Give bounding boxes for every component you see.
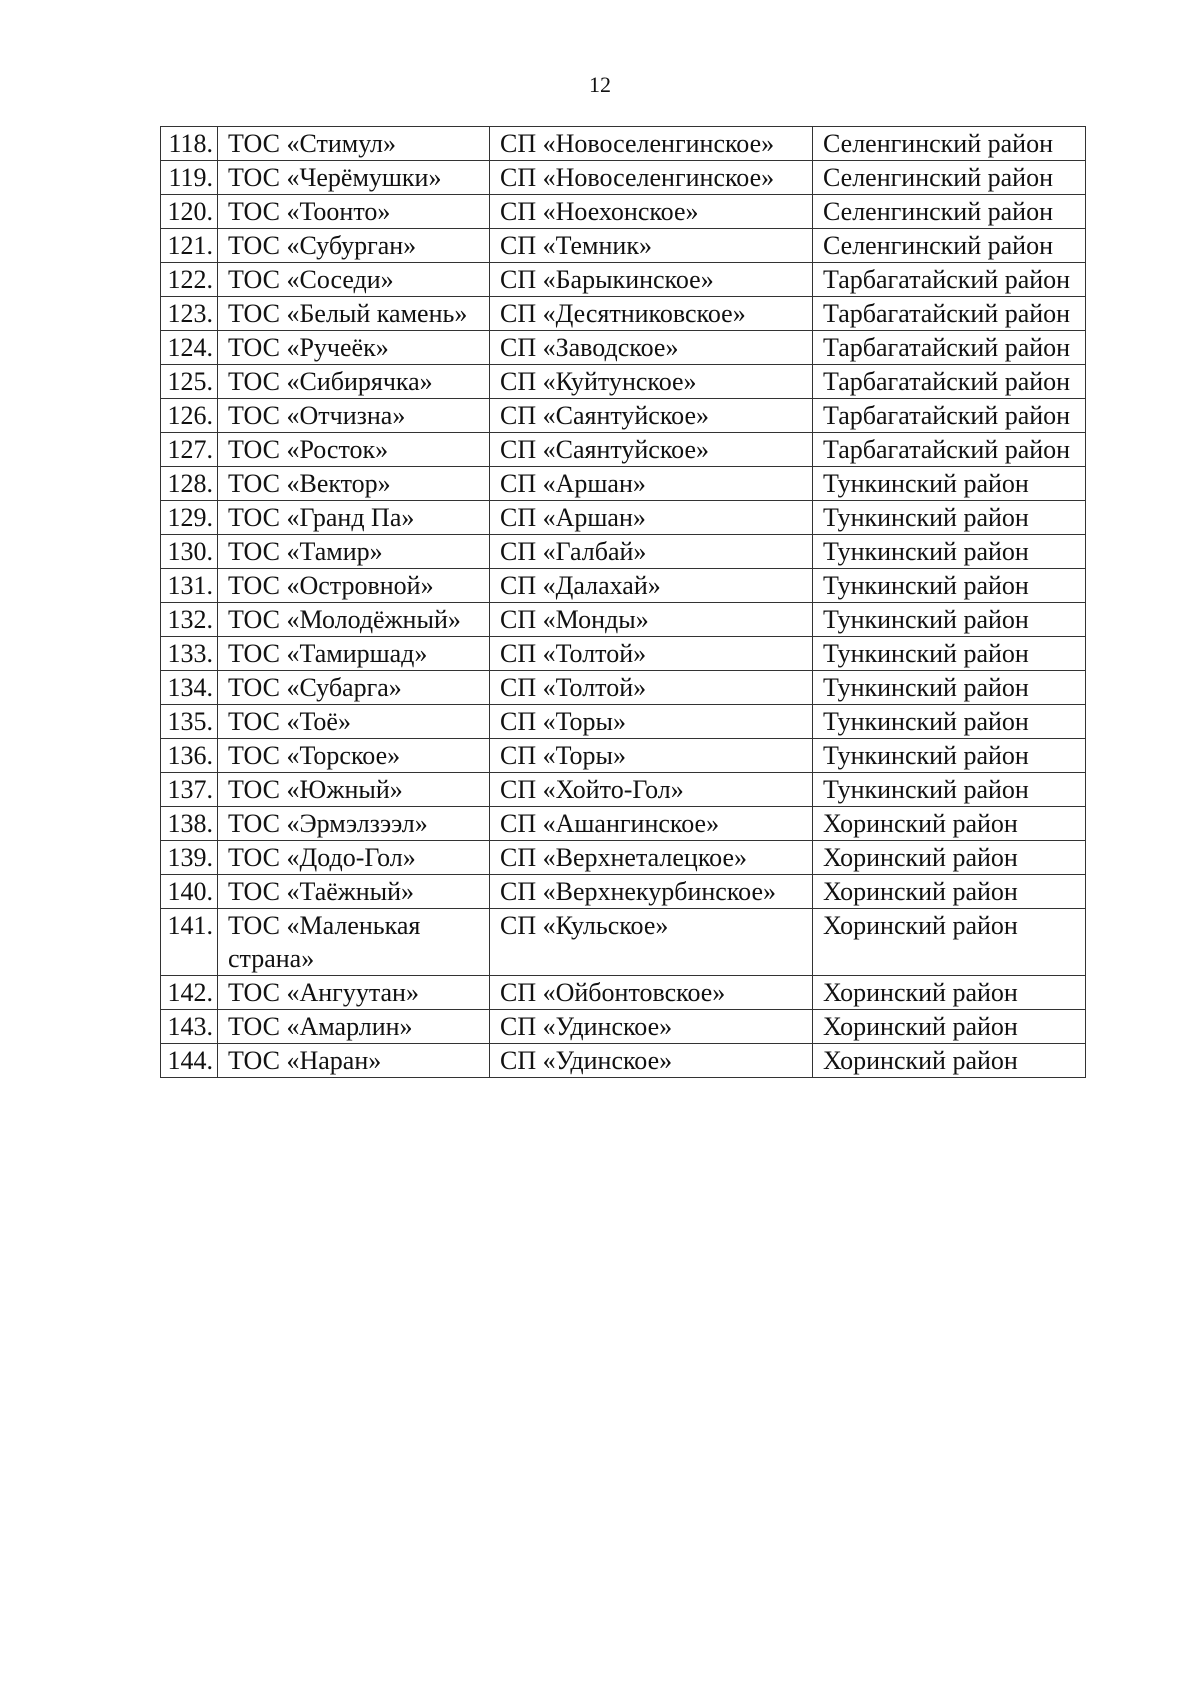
settlement-name: СП «Аршан» xyxy=(490,501,813,535)
row-number: 141. xyxy=(161,909,218,976)
district-name: Тункинский район xyxy=(813,773,1086,807)
tos-registry-table xyxy=(160,126,1086,1078)
tos-name: ТОС «Наран» xyxy=(218,1044,490,1078)
table-row xyxy=(161,603,1086,637)
settlement-name: СП «Торы» xyxy=(490,705,813,739)
row-number: 122. xyxy=(161,263,218,297)
settlement-name: СП «Галбай» xyxy=(490,535,813,569)
table-row xyxy=(161,671,1086,705)
tos-name: ТОС «Соседи» xyxy=(218,263,490,297)
settlement-name: СП «Ноехонское» xyxy=(490,195,813,229)
row-number: 132. xyxy=(161,603,218,637)
row-number: 130. xyxy=(161,535,218,569)
district-name: Хоринский район xyxy=(813,875,1086,909)
tos-name: ТОС «Ручеёк» xyxy=(218,331,490,365)
table-row xyxy=(161,875,1086,909)
row-number: 139. xyxy=(161,841,218,875)
row-number: 138. xyxy=(161,807,218,841)
district-name: Хоринский район xyxy=(813,1010,1086,1044)
settlement-name: СП «Далахай» xyxy=(490,569,813,603)
tos-name: ТОС «Южный» xyxy=(218,773,490,807)
table-row xyxy=(161,331,1086,365)
settlement-name: СП «Новоселенгинское» xyxy=(490,127,813,161)
district-name: Тункинский район xyxy=(813,501,1086,535)
district-name: Тарбагатайский район xyxy=(813,331,1086,365)
district-name: Тункинский район xyxy=(813,467,1086,501)
tos-name: ТОС «Тамир» xyxy=(218,535,490,569)
settlement-name: СП «Барыкинское» xyxy=(490,263,813,297)
table-row xyxy=(161,399,1086,433)
settlement-name: СП «Саянтуйское» xyxy=(490,433,813,467)
district-name: Тункинский район xyxy=(813,637,1086,671)
settlement-name: СП «Верхнекурбинское» xyxy=(490,875,813,909)
settlement-name: СП «Темник» xyxy=(490,229,813,263)
table-row xyxy=(161,569,1086,603)
row-number: 120. xyxy=(161,195,218,229)
tos-name: ТОС «Амарлин» xyxy=(218,1010,490,1044)
row-number: 119. xyxy=(161,161,218,195)
settlement-name: СП «Ашангинское» xyxy=(490,807,813,841)
row-number: 144. xyxy=(161,1044,218,1078)
table-row xyxy=(161,263,1086,297)
tos-name: ТОС «Росток» xyxy=(218,433,490,467)
district-name: Селенгинский район xyxy=(813,161,1086,195)
row-number: 134. xyxy=(161,671,218,705)
table-row xyxy=(161,161,1086,195)
tos-name: ТОС «Тоё» xyxy=(218,705,490,739)
tos-name: ТОС «Белый камень» xyxy=(218,297,490,331)
district-name: Селенгинский район xyxy=(813,229,1086,263)
row-number: 121. xyxy=(161,229,218,263)
table-row xyxy=(161,705,1086,739)
settlement-name: СП «Верхнеталецкое» xyxy=(490,841,813,875)
table-row xyxy=(161,535,1086,569)
row-number: 136. xyxy=(161,739,218,773)
row-number: 126. xyxy=(161,399,218,433)
settlement-name: СП «Удинское» xyxy=(490,1044,813,1078)
settlement-name: СП «Монды» xyxy=(490,603,813,637)
table-row xyxy=(161,195,1086,229)
district-name: Тарбагатайский район xyxy=(813,297,1086,331)
settlement-name: СП «Саянтуйское» xyxy=(490,399,813,433)
row-number: 129. xyxy=(161,501,218,535)
table-row xyxy=(161,909,1086,976)
settlement-name: СП «Толтой» xyxy=(490,671,813,705)
tos-name: ТОС «Стимул» xyxy=(218,127,490,161)
district-name: Хоринский район xyxy=(813,807,1086,841)
table-row xyxy=(161,807,1086,841)
tos-name: ТОС «Субурган» xyxy=(218,229,490,263)
tos-name: ТОС «Ангуутан» xyxy=(218,976,490,1010)
row-number: 128. xyxy=(161,467,218,501)
table-row xyxy=(161,297,1086,331)
page-number: 12 xyxy=(589,72,611,97)
tos-name: ТОС «Тоонто» xyxy=(218,195,490,229)
table-row xyxy=(161,976,1086,1010)
district-name: Селенгинский район xyxy=(813,195,1086,229)
settlement-name: СП «Толтой» xyxy=(490,637,813,671)
row-number: 123. xyxy=(161,297,218,331)
settlement-name: СП «Аршан» xyxy=(490,467,813,501)
table-body xyxy=(161,127,1086,1078)
district-name: Тарбагатайский район xyxy=(813,433,1086,467)
settlement-name: СП «Куйтунское» xyxy=(490,365,813,399)
row-number: 142. xyxy=(161,976,218,1010)
district-name: Хоринский район xyxy=(813,976,1086,1010)
table-row xyxy=(161,229,1086,263)
row-number: 140. xyxy=(161,875,218,909)
district-name: Тарбагатайский район xyxy=(813,399,1086,433)
tos-name: ТОС «Маленькая страна» xyxy=(218,909,490,976)
district-name: Тункинский район xyxy=(813,569,1086,603)
tos-name: ТОС «Островной» xyxy=(218,569,490,603)
settlement-name: СП «Удинское» xyxy=(490,1010,813,1044)
table-row xyxy=(161,1010,1086,1044)
district-name: Хоринский район xyxy=(813,1044,1086,1078)
tos-name: ТОС «Сибирячка» xyxy=(218,365,490,399)
district-name: Хоринский район xyxy=(813,909,1086,976)
tos-name: ТОС «Черёмушки» xyxy=(218,161,490,195)
tos-name: ТОС «Вектор» xyxy=(218,467,490,501)
row-number: 135. xyxy=(161,705,218,739)
district-name: Тункинский район xyxy=(813,705,1086,739)
table-row xyxy=(161,841,1086,875)
district-name: Тункинский район xyxy=(813,739,1086,773)
table-row xyxy=(161,637,1086,671)
row-number: 131. xyxy=(161,569,218,603)
district-name: Тарбагатайский район xyxy=(813,365,1086,399)
table-row xyxy=(161,127,1086,161)
tos-name: ТОС «Додо-Гол» xyxy=(218,841,490,875)
row-number: 127. xyxy=(161,433,218,467)
district-name: Хоринский район xyxy=(813,841,1086,875)
settlement-name: СП «Хойто-Гол» xyxy=(490,773,813,807)
table-row xyxy=(161,773,1086,807)
settlement-name: СП «Ойбонтовское» xyxy=(490,976,813,1010)
settlement-name: СП «Десятниковское» xyxy=(490,297,813,331)
row-number: 118. xyxy=(161,127,218,161)
district-name: Селенгинский район xyxy=(813,127,1086,161)
table-row xyxy=(161,365,1086,399)
district-name: Тункинский район xyxy=(813,535,1086,569)
settlement-name: СП «Новоселенгинское» xyxy=(490,161,813,195)
settlement-name: СП «Торы» xyxy=(490,739,813,773)
table-row xyxy=(161,739,1086,773)
settlement-name: СП «Кульское» xyxy=(490,909,813,976)
tos-name: ТОС «Гранд Па» xyxy=(218,501,490,535)
settlement-name: СП «Заводское» xyxy=(490,331,813,365)
district-name: Тункинский район xyxy=(813,671,1086,705)
tos-name: ТОС «Тамиршад» xyxy=(218,637,490,671)
tos-name: ТОС «Таёжный» xyxy=(218,875,490,909)
tos-name: ТОС «Торское» xyxy=(218,739,490,773)
table-row xyxy=(161,467,1086,501)
row-number: 124. xyxy=(161,331,218,365)
tos-name: ТОС «Молодёжный» xyxy=(218,603,490,637)
tos-name: ТОС «Субарга» xyxy=(218,671,490,705)
row-number: 137. xyxy=(161,773,218,807)
row-number: 143. xyxy=(161,1010,218,1044)
district-name: Тункинский район xyxy=(813,603,1086,637)
row-number: 133. xyxy=(161,637,218,671)
table-row xyxy=(161,1044,1086,1078)
table-row xyxy=(161,433,1086,467)
tos-name: ТОС «Отчизна» xyxy=(218,399,490,433)
row-number: 125. xyxy=(161,365,218,399)
district-name: Тарбагатайский район xyxy=(813,263,1086,297)
table-row xyxy=(161,501,1086,535)
tos-name: ТОС «Эрмэлзээл» xyxy=(218,807,490,841)
